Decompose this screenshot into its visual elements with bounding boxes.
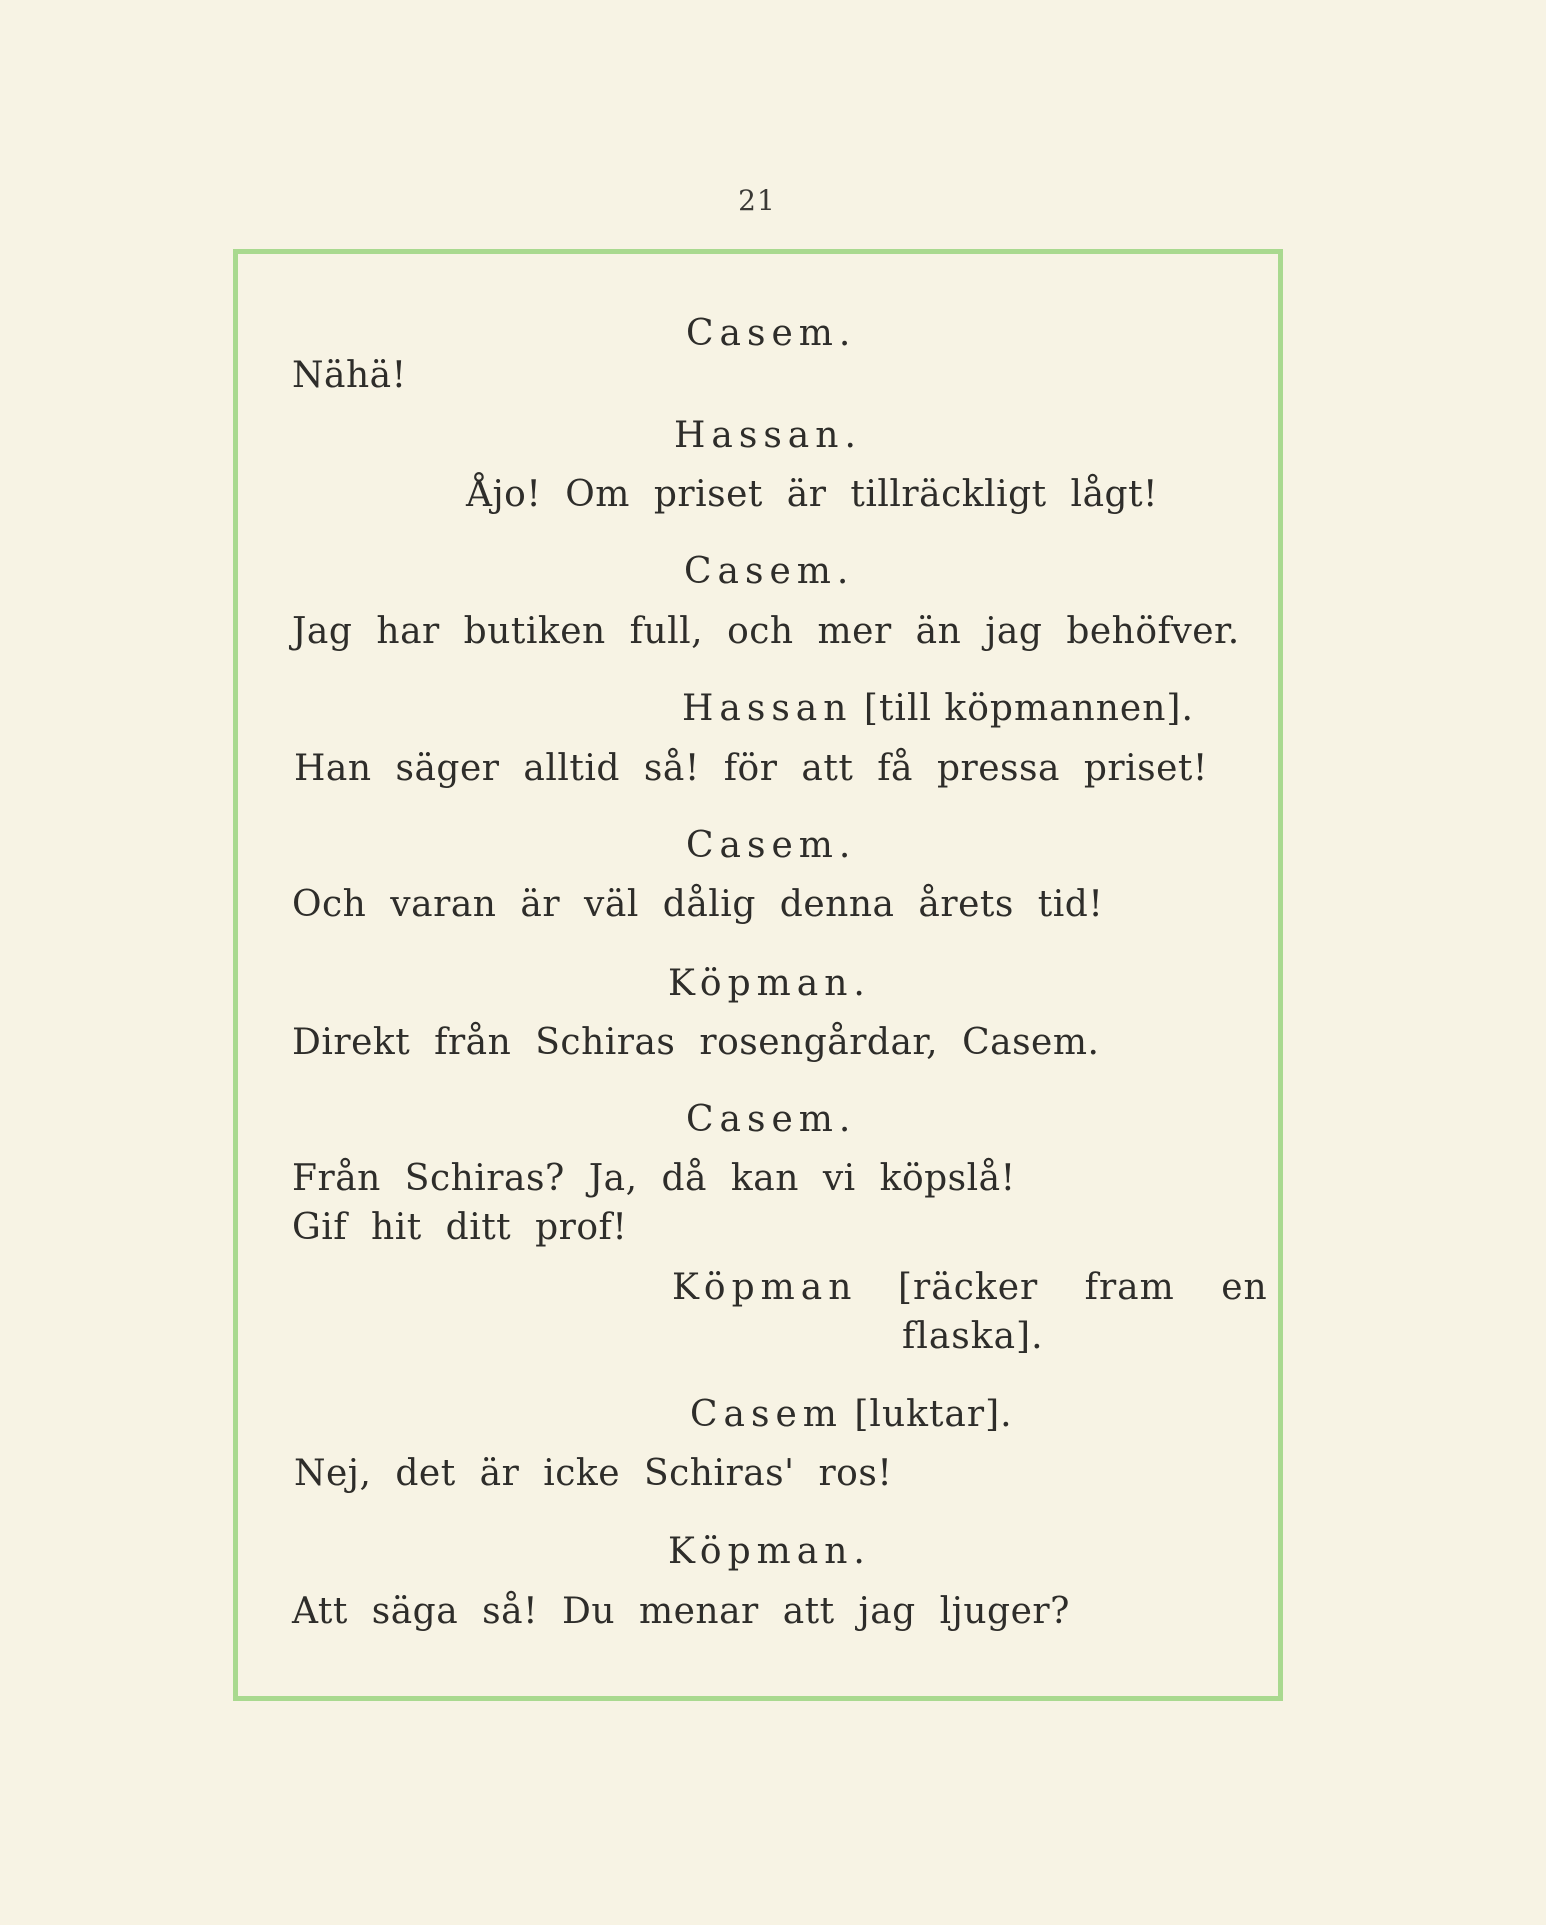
stage-direction: [räcker fram en (898, 1267, 1268, 1308)
stage-direction: [till köpmannen]. (863, 688, 1194, 729)
dialogue-line: Nej, det är icke Schiras' ros! (294, 1453, 893, 1494)
stage-direction-continued: flaska]. (902, 1316, 1044, 1357)
speaker-kopman: Köpman (672, 1267, 858, 1308)
speaker-casem: Casem. (686, 1099, 857, 1140)
speaker-with-direction (682, 687, 1194, 731)
dialogue-line: Från Schiras? Ja, då kan vi köpslå! (292, 1158, 1016, 1199)
dialogue-line: Direkt från Schiras rosengårdar, Casem. (292, 1022, 1100, 1063)
dialogue-line: Att säga så! Du menar att jag ljuger? (292, 1591, 1070, 1632)
speaker-hassan: Hassan. (674, 415, 862, 456)
dialogue-line: Och varan är väl dålig denna årets tid! (292, 884, 1104, 925)
speaker-hassan: Hassan (682, 688, 853, 729)
speaker-casem: Casem. (686, 825, 857, 866)
speaker-casem: Casem. (686, 313, 857, 354)
speaker-casem: Casem. (684, 551, 855, 592)
speaker-kopman: Köpman. (668, 963, 871, 1004)
dialogue-line: Jag har butiken full, och mer än jag behöfver. (292, 611, 1240, 652)
page-number: 21 (738, 184, 776, 217)
speaker-kopman: Köpman. (668, 1531, 871, 1572)
speaker-casem: Casem (690, 1394, 843, 1435)
stage-direction: [luktar]. (854, 1394, 1013, 1435)
dialogue-line: Nähä! (292, 355, 407, 396)
speaker-with-direction (690, 1393, 1013, 1437)
dialogue-line: Han säger alltid så! för att få pressa priset! (294, 748, 1208, 789)
dialogue-line: Åjo! Om priset är tillräckligt lågt! (466, 474, 1159, 515)
dialogue-line: Gif hit ditt prof! (292, 1207, 628, 1248)
